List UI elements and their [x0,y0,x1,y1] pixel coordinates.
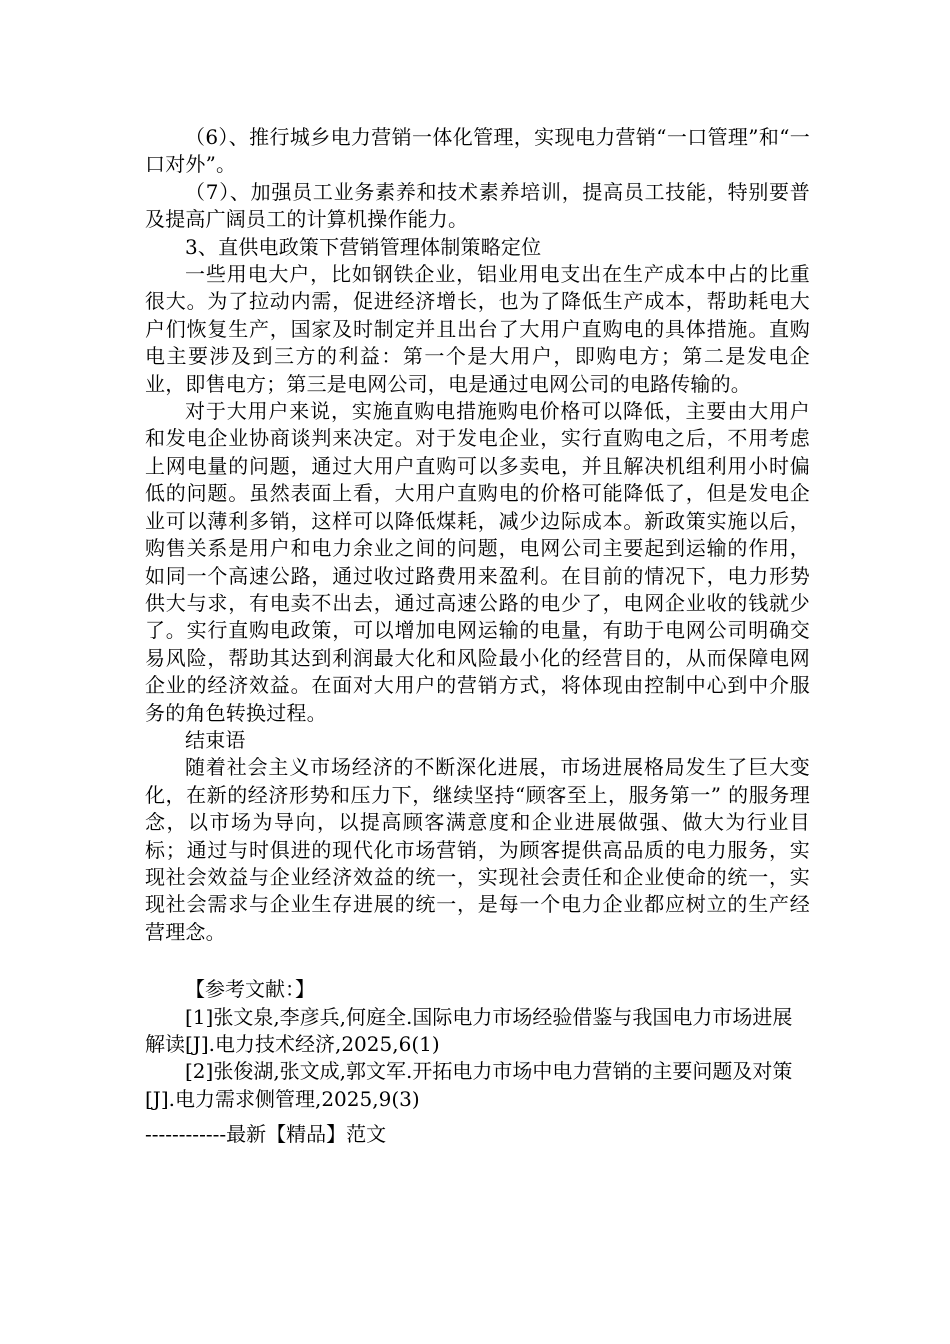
paragraph-direct-purchase: 对于大用户来说，实施直购电措施购电价格可以降低，主要由大用户和发电企业协商谈判来决定。对于发电企业，实行直购电之后，不用考虑上网电量的问题，通过大用户直购可以多卖电，并且解决机组利用小时偏低的问题。虽然表面上看，大用户直购电的价格可能降低了，但是发电企业可以薄利多销，这样可以降低煤耗，减少边际成本。新政策实施以后，购售关系是用户和电力余业之间的问题，电网公司主要起到运输的作用，如同一个高速公路，通过收过路费用来盈利。在目前的情况下，电力形势供大与求，有电卖不出去，通过高速公路的电少了，电网企业收的钱就少了。实行直购电政策，可以增加电网运输的电量，有助于电网公司明确交易风险，帮助其达到利润最大化和风险最小化的经营目的，从而保障电网企业的经济效益。在面对大用户的营销方式，将体现由控制中心到中介服务的角色转换过程。 [145,399,810,725]
paragraph-big-users: 一些用电大户，比如钢铁企业，铝业用电支出在生产成本中占的比重很大。为了拉动内需，促进经济增长，也为了降低生产成本，帮助耗电大户们恢复生产，国家及时制定并且出台了大用户直购电的具体措施。直购电主要涉及到三方的利益：第一个是大用户，即购电方；第二是发电企业，即售电方；第三是电网公司，电是通过电网公司的电路传输的。 [145,262,810,396]
reference-item-1: [1]张文泉,李彦兵,何庭全.国际电力市场经验借鉴与我国电力市场进展解读[J].电力技术经济,2025,6(1) [145,1004,793,1056]
references-section [145,976,810,1113]
conclusion-paragraph: 随着社会主义市场经济的不断深化进展，市场进展格局发生了巨大变化，在新的经济形势和压力下，继续坚持“顾客至上，服务第一” 的服务理念，以市场为导向，以提高顾客满意度和企业进展做强、做大为行业目标；通过与时俱进的现代化市场营销，为顾客提供高品质的电力服务，实现社会效益与企业经济效益的统一，实现社会责任和企业使命的统一，实现社会需求与企业生存进展的统一，是每一个电力企业都应树立的生产经营理念。 [145,755,810,944]
conclusion-heading: 结束语 [185,727,246,752]
spacer [145,946,810,976]
references-title: 【参考文献：】 [185,977,315,1002]
reference-item-2: [2]张俊湖,张文成,郭文军.开拓电力市场中电力营销的主要问题及对策[J].电力需求侧管理,2025,9(3) [145,1059,793,1111]
paragraph-item-7: （7）、加强员工业务素养和技术素养培训，提高员工技能，特别要普及提高广阔员工的计算机操作能力。 [145,179,810,232]
footer-text: ------------最新【精品】范文 [145,1122,387,1146]
document-body [145,124,810,1113]
section-heading-3: 3、直供电政策下营销管理体制策略定位 [185,234,542,259]
paragraph-item-6: （6）、推行城乡电力营销一体化管理，实现电力营销“一口管理”和“一口对外”。 [145,125,810,177]
